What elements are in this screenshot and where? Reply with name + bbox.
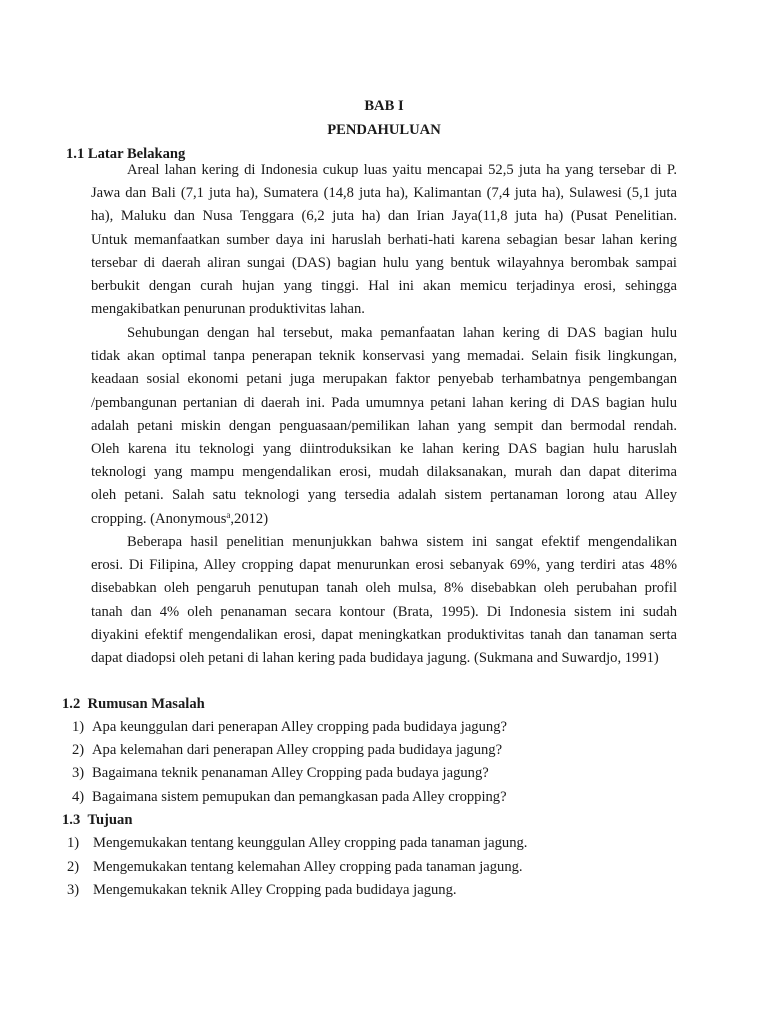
list-number: 4): [72, 789, 85, 805]
paragraph-line: diyakini efektif mengendalikan erosi, dapat meningkatkan produktivitas tanah dan tanaman serta: [91, 626, 677, 643]
paragraph-line: dapat diadopsi oleh petani di lahan kering pada budidaya jagung. (Sukmana and Suwardjo, 1991): [91, 649, 659, 666]
paragraph-line: ha), Maluku dan Nusa Tenggara (6,2 juta ha) dan Irian Jaya(11,8 juta ha) (Pusat Penelitian.: [91, 208, 677, 225]
citation-year: ,2012): [230, 510, 269, 527]
list-item: [72, 740, 502, 760]
list-text: Apa kelemahan dari penerapan Alley cropping pada budidaya jagung?: [92, 742, 503, 758]
paragraph-line: Beberapa hasil penelitian menunjukkan bahwa sistem ini sangat efektif mengendalikan: [127, 534, 677, 550]
citation-superscript: a: [226, 509, 231, 520]
paragraph-line: teknologi yang mampu mengendalikan erosi, mudah dilaksanakan, murah dan dapat diterima: [91, 464, 677, 481]
list-item: [72, 717, 507, 737]
citation-text: cropping. (Anonymous: [91, 510, 227, 527]
section-heading-tujuan: [62, 810, 132, 830]
list-item: [72, 787, 507, 807]
list-text: Mengemukakan tentang kelemahan Alley cropping pada tanaman jagung.: [93, 859, 523, 875]
section-title: Rumusan Masalah: [87, 696, 205, 712]
list-number: 3): [67, 882, 80, 898]
list-item: [72, 763, 489, 783]
paragraph-line: keadaan sosial ekonomi petani juga merupakan faktor penyebab terhambatnya pengembangan: [91, 371, 677, 388]
section-number: 1.3: [62, 812, 81, 828]
paragraph: [91, 531, 677, 670]
section-heading-latar-belakang: 1.1 Latar Belakang: [66, 146, 186, 162]
paragraph-line: Untuk memanfaatkan sumber daya ini haruslah berhati-hati karena sebagian besar lahan kering: [91, 231, 677, 248]
paragraph-line: Areal lahan kering di Indonesia cukup luas yaitu mencapai 52,5 juta ha yang tersebar di P.: [127, 162, 677, 178]
paragraph-line: oleh petani. Salah satu teknologi yang tersedia adalah sistem pertanaman lorong atau Alley: [91, 487, 677, 504]
paragraph-line: Jawa dan Bali (7,1 juta ha), Sumatera (14,8 juta ha), Kalimantan (7,4 juta ha), Sulawesi (5,1 juta: [91, 185, 677, 202]
list-number: 2): [72, 742, 85, 758]
paragraph-line: erosi. Di Filipina, Alley cropping dapat menurunkan erosi sebanyak 69%, yang terdiri atas 48%: [91, 557, 677, 574]
list-text: Bagaimana teknik penanaman Alley Cropping pada budaya jagung?: [92, 765, 489, 781]
list-text: Bagaimana sistem pemupukan dan pemangkasan pada Alley cropping?: [92, 789, 507, 805]
list-item: [67, 833, 527, 853]
list-item: [67, 857, 523, 877]
paragraph-line: tidak akan optimal tanpa penerapan teknik konservasi yang memadai. Selain fisik lingkungan,: [91, 348, 677, 365]
paragraph: [91, 159, 677, 321]
paragraph-line: disebabkan oleh pengaruh penutupan tanah oleh mulsa, 8% disebabkan oleh perubahan profil: [91, 580, 677, 597]
section-title: Tujuan: [87, 812, 133, 828]
list-number: 1): [72, 719, 85, 735]
section-heading-rumusan-masalah: [62, 694, 205, 714]
paragraph-line: Sehubungan dengan hal tersebut, maka pemanfaatan lahan kering di DAS bagian hulu: [127, 325, 677, 341]
list-text: Mengemukakan tentang keunggulan Alley cropping pada tanaman jagung.: [93, 835, 528, 851]
paragraph-line-citation: [91, 508, 677, 531]
section-number: 1.2: [62, 696, 81, 712]
paragraph-line: tersebar di daerah aliran sungai (DAS) bagian hulu yang bentuk wilayahnya berombak sampai: [91, 254, 677, 271]
paragraph-line: /pembangunan pertanian di daerah ini. Pada umumnya petani lahan kering di DAS bagian hulu: [91, 394, 677, 411]
list-text: Mengemukakan teknik Alley Cropping pada budidaya jagung.: [93, 882, 457, 898]
chapter-number: BAB I: [364, 98, 404, 114]
paragraph-line: Oleh karena itu teknologi yang diintroduksikan ke lahan kering DAS bagian hulu haruslah: [91, 440, 677, 457]
paragraph-line: mengakibatkan penurunan produktivitas lahan.: [91, 301, 365, 318]
paragraph-line: berbukit dengan curah hujan yang tinggi. Hal ini akan memicu terjadinya erosi, sehingga: [91, 277, 677, 294]
paragraph-line: tanah dan 4% oleh penanaman secara kontour (Brata, 1995). Di Indonesia sistem ini sudah: [91, 603, 677, 620]
paragraph-line: adalah petani miskin dengan penguasaan/pemilikan lahan yang sempit dan bermodal rendah.: [91, 417, 677, 434]
list-number: 3): [72, 765, 85, 781]
list-text: Apa keunggulan dari penerapan Alley cropping pada budidaya jagung?: [92, 719, 507, 735]
paragraph: [91, 322, 677, 531]
list-item: [67, 880, 457, 900]
chapter-title: PENDAHULUAN: [327, 122, 441, 138]
list-number: 1): [67, 835, 80, 851]
list-number: 2): [67, 859, 80, 875]
